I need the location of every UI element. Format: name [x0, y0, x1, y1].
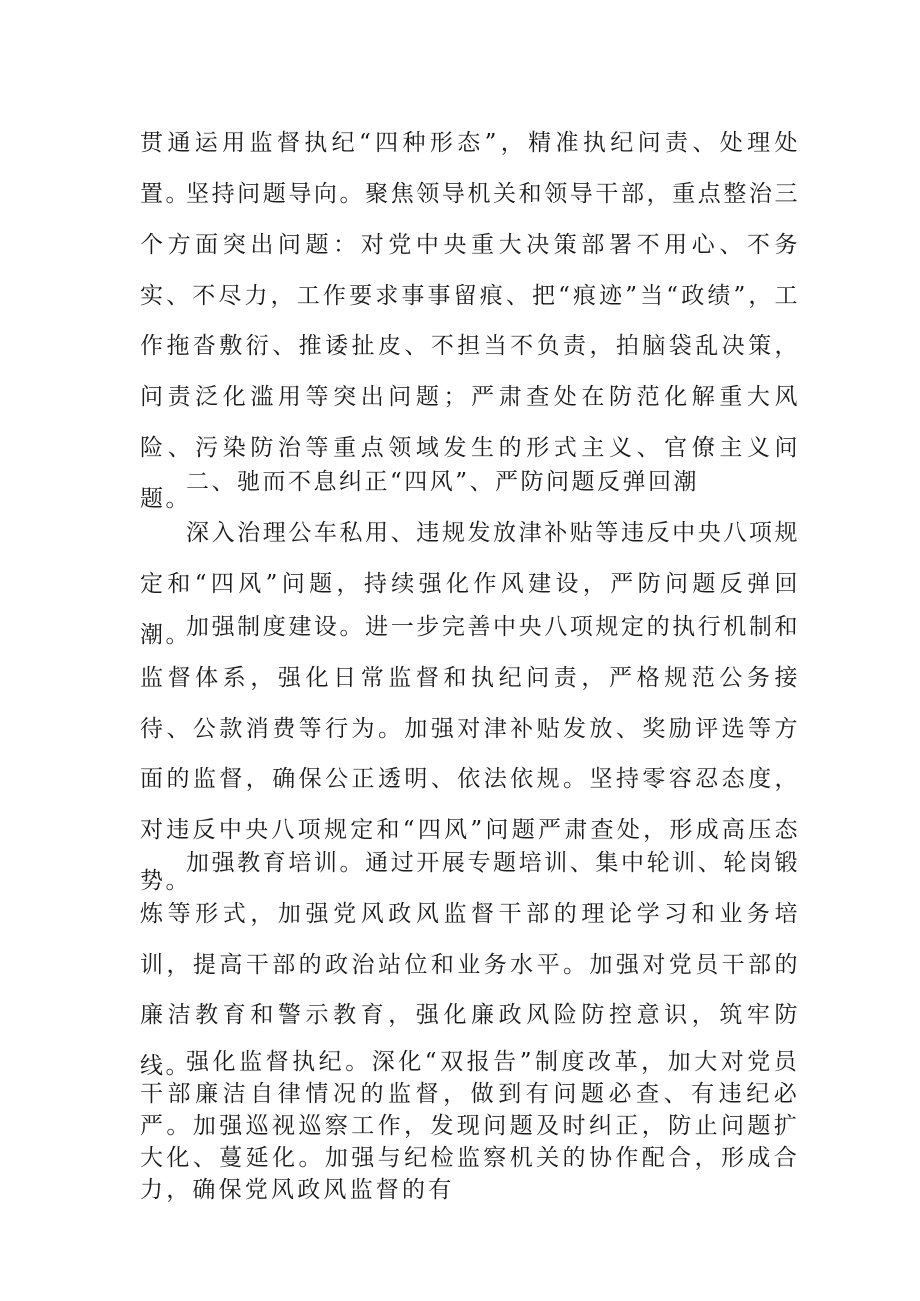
section-heading-two: 二、驰而不息纠正“四风”、严防问题反弹回潮	[186, 469, 700, 495]
paragraph-problem-oriented: 坚持问题导向。聚焦领导机关和领导干部，重点整治三个方面突出问题：对党中央重大决策部署不用心、不务实、不尽力，工作要求事事留痕、把“痕迹”当“政绩”，工作拖沓敷衍、推诿扯皮、不担当不负责，拍脑袋乱决策，问责泛化滥用等突出问题；严肃查处在防范化解重大风险、污染防治等重点领域发生的形式主义、官僚主义问题。	[140, 181, 800, 512]
paragraph-supervision-discipline: 强化监督执纪。深化“双报告”制度改革，加大对党员干部廉洁自律情况的监督，做到有问题必查、有违纪必严。加强巡视巡察工作，发现问题及时纠正，防止问题扩大化、蔓延化。加强与纪检监察机关的协作配合，形成合力，确保党风政风监督的有	[140, 1049, 800, 1203]
paragraph-continuation: 贯通运用监督执纪“四种形态”，精准执纪问责、处理处置。	[140, 130, 800, 207]
paragraph-system-building: 加强制度建设。进一步完善中央八项规定的执行机制和监督体系，强化日常监督和执纪问责，严格规范公务接待、公款消费等行为。加强对津补贴发放、奖励评选等方面的监督，确保公正透明、依法依规。坚持零容忍态度，对违反中央八项规定和“四风”问题严肃查处，形成高压态势。	[140, 614, 800, 894]
paragraph-education-training: 加强教育培训。通过开展专题培训、集中轮训、轮岗锻炼等形式，加强党风政风监督干部的理论学习和业务培训，提高干部的政治站位和业务水平。加强对党员干部的廉洁教育和警示教育，强化廉政风险防控意识，筑牢防线。	[140, 850, 800, 1080]
paragraph-four-winds-intro: 深入治理公车私用、违规发放津补贴等违反中央八项规定和“四风”问题，持续强化作风建设，严防问题反弹回潮。	[140, 520, 800, 648]
